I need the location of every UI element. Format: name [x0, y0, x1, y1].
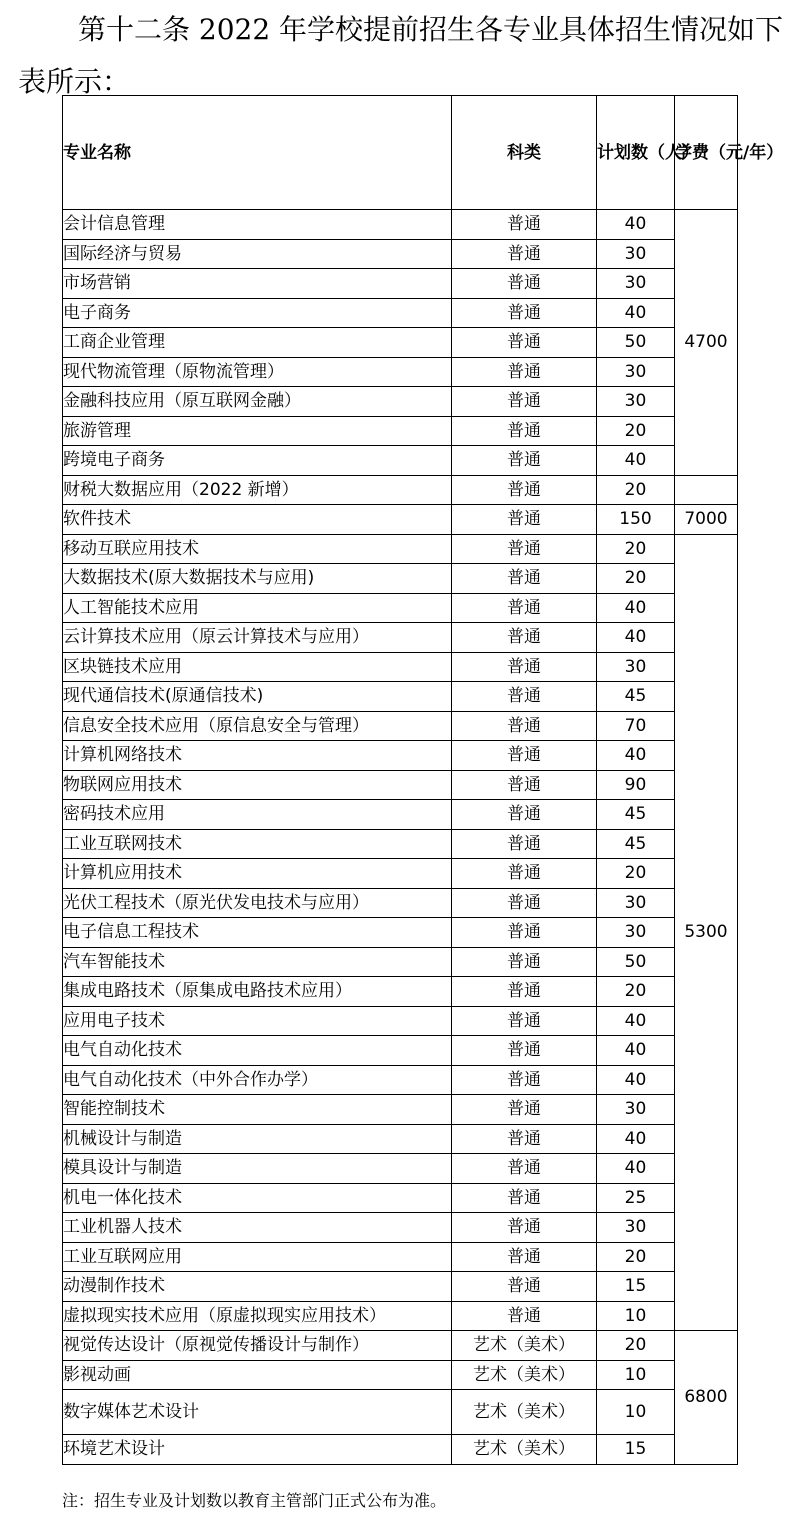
table-row [63, 652, 738, 682]
table-row [63, 918, 738, 948]
major-name-cell: 光伏工程技术（原光伏发电技术与应用） [63, 888, 452, 918]
tuition-cell: 4700 [675, 210, 738, 476]
table-body [63, 210, 738, 1465]
category-cell: 普通 [452, 534, 597, 564]
plan-count-cell: 15 [597, 1272, 675, 1302]
plan-count-cell: 15 [597, 1435, 675, 1465]
major-name-cell: 跨境电子商务 [63, 446, 452, 476]
category-cell: 普通 [452, 475, 597, 505]
category-cell: 艺术（美术） [452, 1390, 597, 1435]
category-cell: 艺术（美术） [452, 1435, 597, 1465]
plan-count-cell: 20 [597, 1242, 675, 1272]
table-row [63, 328, 738, 358]
plan-count-cell: 45 [597, 682, 675, 712]
major-name-cell: 模具设计与制造 [63, 1154, 452, 1184]
plan-count-cell: 50 [597, 947, 675, 977]
header-category: 科类 [452, 96, 597, 210]
major-name-cell: 区块链技术应用 [63, 652, 452, 682]
category-cell: 普通 [452, 859, 597, 889]
major-name-cell: 财税大数据应用（2022 新增） [63, 475, 452, 505]
major-name-cell: 机电一体化技术 [63, 1183, 452, 1213]
tuition-cell [675, 475, 738, 505]
table-row [63, 770, 738, 800]
category-cell: 普通 [452, 357, 597, 387]
plan-count-cell: 40 [597, 741, 675, 771]
footnote: 注：招生专业及计划数以教育主管部门正式公布为准。 [62, 1491, 447, 1510]
tuition-cell: 6800 [675, 1331, 738, 1465]
table-row [63, 947, 738, 977]
enrollment-table [62, 95, 784, 1465]
major-name-cell: 密码技术应用 [63, 800, 452, 830]
table-header-row [63, 96, 738, 210]
category-cell: 普通 [452, 1242, 597, 1272]
tuition-cell: 5300 [675, 534, 738, 1331]
category-cell: 普通 [452, 711, 597, 741]
major-name-cell: 工商企业管理 [63, 328, 452, 358]
header-tuition: 学费（元/年） [675, 96, 738, 210]
table-row [63, 475, 738, 505]
table-row [63, 564, 738, 594]
plan-count-cell: 30 [597, 1213, 675, 1243]
header-major-name: 专业名称 [63, 96, 452, 210]
plan-count-cell: 40 [597, 1124, 675, 1154]
category-cell: 普通 [452, 210, 597, 240]
table-row [63, 1272, 738, 1302]
major-name-cell: 移动互联应用技术 [63, 534, 452, 564]
major-name-cell: 虚拟现实技术应用（原虚拟现实应用技术） [63, 1301, 452, 1331]
plan-count-cell: 45 [597, 829, 675, 859]
category-cell: 普通 [452, 416, 597, 446]
table-row [63, 977, 738, 1007]
plan-count-cell: 30 [597, 652, 675, 682]
plan-count-cell: 20 [597, 564, 675, 594]
major-name-cell: 电气自动化技术 [63, 1036, 452, 1066]
table-row [63, 593, 738, 623]
category-cell: 普通 [452, 770, 597, 800]
table-row [63, 357, 738, 387]
major-name-cell: 工业互联网技术 [63, 829, 452, 859]
major-name-cell: 金融科技应用（原互联网金融） [63, 387, 452, 417]
table-row [63, 387, 738, 417]
category-cell: 艺术（美术） [452, 1331, 597, 1361]
table-row [63, 210, 738, 240]
major-name-cell: 物联网应用技术 [63, 770, 452, 800]
table-row [63, 505, 738, 535]
plan-count-cell: 30 [597, 357, 675, 387]
table-row [63, 446, 738, 476]
plan-count-cell: 20 [597, 534, 675, 564]
major-name-cell: 现代物流管理（原物流管理） [63, 357, 452, 387]
plan-count-cell: 40 [597, 623, 675, 653]
category-cell: 普通 [452, 1183, 597, 1213]
plan-count-cell: 50 [597, 328, 675, 358]
table-row [63, 534, 738, 564]
major-name-cell: 云计算技术应用（原云计算技术与应用） [63, 623, 452, 653]
category-cell: 普通 [452, 682, 597, 712]
plan-count-cell: 150 [597, 505, 675, 535]
major-name-cell: 电气自动化技术（中外合作办学） [63, 1065, 452, 1095]
major-name-cell: 旅游管理 [63, 416, 452, 446]
major-name-cell: 影视动画 [63, 1360, 452, 1390]
category-cell: 普通 [452, 623, 597, 653]
major-name-cell: 国际经济与贸易 [63, 239, 452, 269]
plan-count-cell: 30 [597, 239, 675, 269]
major-name-cell: 视觉传达设计（原视觉传播设计与制作） [63, 1331, 452, 1361]
category-cell: 普通 [452, 1154, 597, 1184]
table-row [63, 1331, 738, 1361]
plan-count-cell: 20 [597, 475, 675, 505]
major-name-cell: 应用电子技术 [63, 1006, 452, 1036]
category-cell: 普通 [452, 239, 597, 269]
plan-count-cell: 40 [597, 1154, 675, 1184]
table-row [63, 1390, 738, 1435]
table-row [63, 741, 738, 771]
plan-count-cell: 20 [597, 859, 675, 889]
category-cell: 普通 [452, 1036, 597, 1066]
category-cell: 普通 [452, 1301, 597, 1331]
tuition-cell: 7000 [675, 505, 738, 535]
table-row [63, 711, 738, 741]
plan-count-cell: 30 [597, 888, 675, 918]
plan-count-cell: 40 [597, 1065, 675, 1095]
category-cell: 普通 [452, 387, 597, 417]
category-cell: 普通 [452, 328, 597, 358]
table-row [63, 623, 738, 653]
table-row [63, 1183, 738, 1213]
table-row [63, 800, 738, 830]
plan-count-cell: 30 [597, 1095, 675, 1125]
table-row [63, 1360, 738, 1390]
table-row [63, 1036, 738, 1066]
plan-count-cell: 20 [597, 977, 675, 1007]
major-name-cell: 机械设计与制造 [63, 1124, 452, 1154]
category-cell: 普通 [452, 1095, 597, 1125]
plan-count-cell: 10 [597, 1390, 675, 1435]
plan-count-cell: 30 [597, 387, 675, 417]
table-row [63, 1435, 738, 1465]
major-name-cell: 动漫制作技术 [63, 1272, 452, 1302]
category-cell: 艺术（美术） [452, 1360, 597, 1390]
table-row [63, 1154, 738, 1184]
category-cell: 普通 [452, 1065, 597, 1095]
major-name-cell: 汽车智能技术 [63, 947, 452, 977]
category-cell: 普通 [452, 1272, 597, 1302]
category-cell: 普通 [452, 947, 597, 977]
plan-count-cell: 30 [597, 918, 675, 948]
major-name-cell: 环境艺术设计 [63, 1435, 452, 1465]
table-row [63, 682, 738, 712]
category-cell: 普通 [452, 564, 597, 594]
table-row [63, 1301, 738, 1331]
major-name-cell: 软件技术 [63, 505, 452, 535]
category-cell: 普通 [452, 977, 597, 1007]
plan-count-cell: 25 [597, 1183, 675, 1213]
category-cell: 普通 [452, 505, 597, 535]
plan-count-cell: 20 [597, 416, 675, 446]
plan-count-cell: 40 [597, 1036, 675, 1066]
plan-count-cell: 45 [597, 800, 675, 830]
major-name-cell: 人工智能技术应用 [63, 593, 452, 623]
table-row [63, 1006, 738, 1036]
plan-count-cell: 40 [597, 593, 675, 623]
major-name-cell: 电子信息工程技术 [63, 918, 452, 948]
plan-count-cell: 40 [597, 1006, 675, 1036]
category-cell: 普通 [452, 741, 597, 771]
major-name-cell: 现代通信技术(原通信技术) [63, 682, 452, 712]
table-row [63, 888, 738, 918]
table-row [63, 298, 738, 328]
major-name-cell: 工业机器人技术 [63, 1213, 452, 1243]
table-row [63, 859, 738, 889]
plan-count-cell: 90 [597, 770, 675, 800]
category-cell: 普通 [452, 1124, 597, 1154]
table-row [63, 1095, 738, 1125]
category-cell: 普通 [452, 1006, 597, 1036]
category-cell: 普通 [452, 918, 597, 948]
category-cell: 普通 [452, 446, 597, 476]
table-row [63, 1242, 738, 1272]
table-row [63, 269, 738, 299]
section-heading: 第十二条 2022 年学校提前招生各专业具体招生情况如下表所示： [18, 13, 784, 98]
major-name-cell: 工业互联网应用 [63, 1242, 452, 1272]
category-cell: 普通 [452, 800, 597, 830]
category-cell: 普通 [452, 269, 597, 299]
category-cell: 普通 [452, 888, 597, 918]
major-name-cell: 计算机网络技术 [63, 741, 452, 771]
major-name-cell: 集成电路技术（原集成电路技术应用） [63, 977, 452, 1007]
major-name-cell: 电子商务 [63, 298, 452, 328]
major-name-cell: 会计信息管理 [63, 210, 452, 240]
major-name-cell: 智能控制技术 [63, 1095, 452, 1125]
plan-count-cell: 10 [597, 1360, 675, 1390]
category-cell: 普通 [452, 593, 597, 623]
plan-count-cell: 40 [597, 210, 675, 240]
major-name-cell: 大数据技术(原大数据技术与应用) [63, 564, 452, 594]
major-name-cell: 市场营销 [63, 269, 452, 299]
major-name-cell: 计算机应用技术 [63, 859, 452, 889]
table-row [63, 1065, 738, 1095]
category-cell: 普通 [452, 829, 597, 859]
plan-count-cell: 30 [597, 269, 675, 299]
plan-count-cell: 40 [597, 446, 675, 476]
category-cell: 普通 [452, 652, 597, 682]
table-row [63, 416, 738, 446]
category-cell: 普通 [452, 298, 597, 328]
table-row [63, 829, 738, 859]
plan-count-cell: 20 [597, 1331, 675, 1361]
category-cell: 普通 [452, 1213, 597, 1243]
header-plan-count: 计划数（人） [597, 96, 675, 210]
plan-count-cell: 40 [597, 298, 675, 328]
table-row [63, 239, 738, 269]
major-name-cell: 信息安全技术应用（原信息安全与管理） [63, 711, 452, 741]
plan-count-cell: 70 [597, 711, 675, 741]
plan-count-cell: 10 [597, 1301, 675, 1331]
major-name-cell: 数字媒体艺术设计 [63, 1390, 452, 1435]
table-row [63, 1124, 738, 1154]
table-row [63, 1213, 738, 1243]
